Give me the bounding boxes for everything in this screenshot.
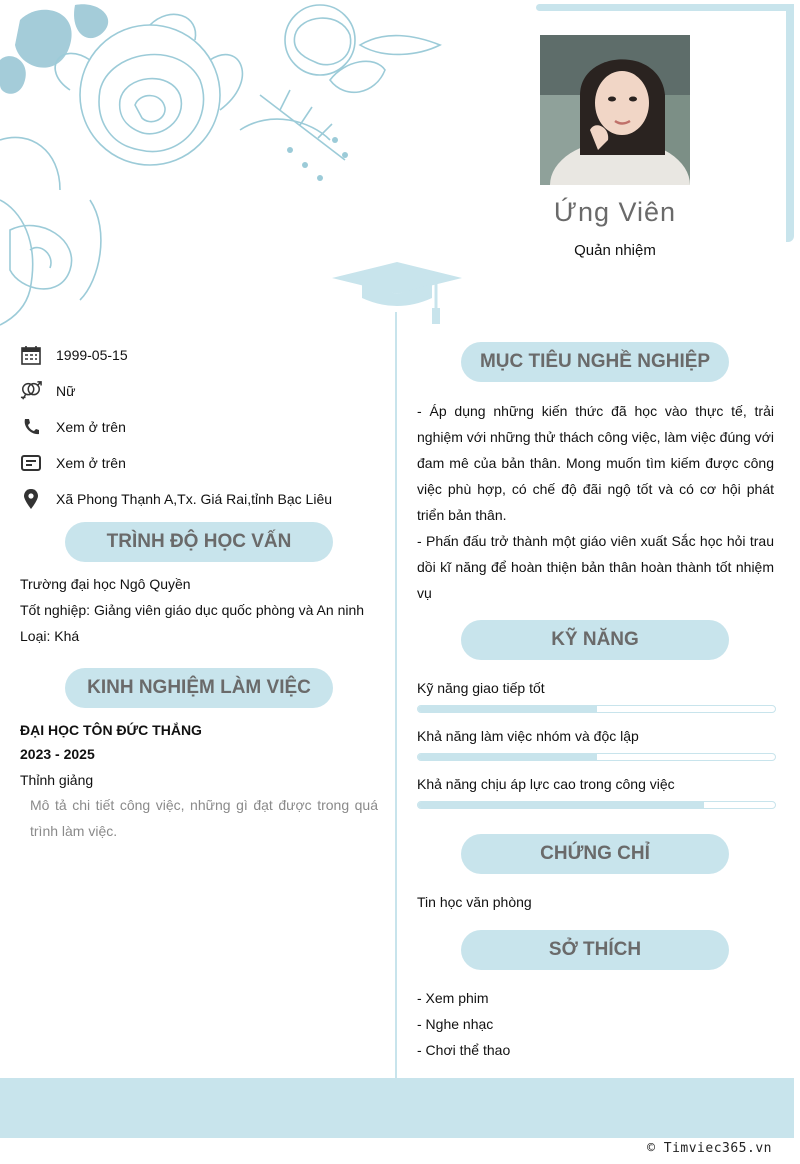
footer-band (0, 1078, 794, 1138)
email-icon (20, 452, 42, 474)
email-row (20, 452, 126, 474)
column-divider (395, 312, 397, 1080)
education-grade: Loại: Khá (20, 628, 80, 644)
calendar-icon (20, 344, 42, 366)
certificates-heading: CHỨNG CHỈ (461, 834, 729, 874)
hobbies-heading: SỞ THÍCH (461, 930, 729, 970)
education-heading: TRÌNH ĐỘ HỌC VẤN (65, 522, 333, 562)
hobby-item: - Nghe nhạc (417, 1016, 494, 1032)
portrait-icon (540, 35, 690, 185)
skill-name: Kỹ năng giao tiếp tốt (417, 680, 545, 696)
phone-value: Xem ở trên (56, 419, 126, 435)
profile-photo (540, 35, 690, 185)
skill-bar (417, 753, 776, 761)
address-row (20, 488, 332, 510)
email-value: Xem ở trên (56, 455, 126, 471)
gender-row (20, 380, 75, 402)
birthday-value: 1999-05-15 (56, 347, 128, 363)
objective-paragraph-2: - Phấn đấu trở thành một giáo viên xuất Sắc học hỏi trau dồi kĩ năng để hoàn thiện bản thân hoàn thành tốt nhiệm vụ (417, 533, 774, 601)
experience-heading: KINH NGHIỆM LÀM VIỆC (65, 668, 333, 708)
certificate-item: Tin học văn phòng (417, 894, 532, 910)
site-credit: © Timviec365.vn (647, 1141, 772, 1156)
skill-bar (417, 801, 776, 809)
experience-role: Thỉnh giảng (20, 772, 94, 788)
education-major: Tốt nghiệp: Giảng viên giáo dục quốc phòng và An ninh (20, 602, 365, 618)
hobby-item: - Xem phim (417, 990, 489, 1006)
candidate-name: Ứng Viên (553, 197, 677, 227)
frame-top-border (536, 4, 794, 11)
objective-text (417, 398, 774, 606)
skill-bar-fill (418, 802, 704, 808)
skill-name: Khả năng chịu áp lực cao trong công việc (417, 776, 675, 792)
skill-bar-fill (418, 754, 597, 760)
skill-bar-fill (418, 706, 597, 712)
birthday-row (20, 344, 128, 366)
skills-heading: KỸ NĂNG (461, 620, 729, 660)
frame-right-border (786, 4, 794, 242)
skill-name: Khả năng làm việc nhóm và độc lập (417, 728, 639, 744)
gender-value: Nữ (56, 383, 76, 399)
experience-company: ĐẠI HỌC TÔN ĐỨC THẮNG (20, 722, 202, 738)
hobby-item: - Chơi thể thao (417, 1042, 511, 1058)
phone-icon (20, 416, 42, 438)
gender-icon (20, 380, 42, 402)
graduation-cap-icon (332, 258, 462, 328)
candidate-position: Quản nhiệm (574, 242, 656, 259)
skill-bar (417, 705, 776, 713)
address-value: Xã Phong Thạnh A,Tx. Giá Rai,tỉnh Bạc Liêu (56, 491, 333, 507)
experience-period: 2023 - 2025 (20, 746, 95, 762)
phone-row (20, 416, 126, 438)
objective-heading: MỤC TIÊU NGHỀ NGHIỆP (461, 342, 729, 382)
objective-paragraph-1: - Áp dụng những kiến thức đã học vào thực tế, trải nghiệm với những thử thách công việc, làm việc đúng với đam mê của bản thân. Mong muốn tìm kiếm được công việc phù hợp, có chế độ đãi ngộ tốt và có cơ hội phát triển bản thân. (417, 403, 774, 523)
location-pin-icon (20, 488, 42, 510)
education-school: Trường đại học Ngô Quyền (20, 576, 191, 592)
experience-description: Mô tả chi tiết công việc, những gì đạt được trong quá trình làm việc. (30, 797, 378, 839)
